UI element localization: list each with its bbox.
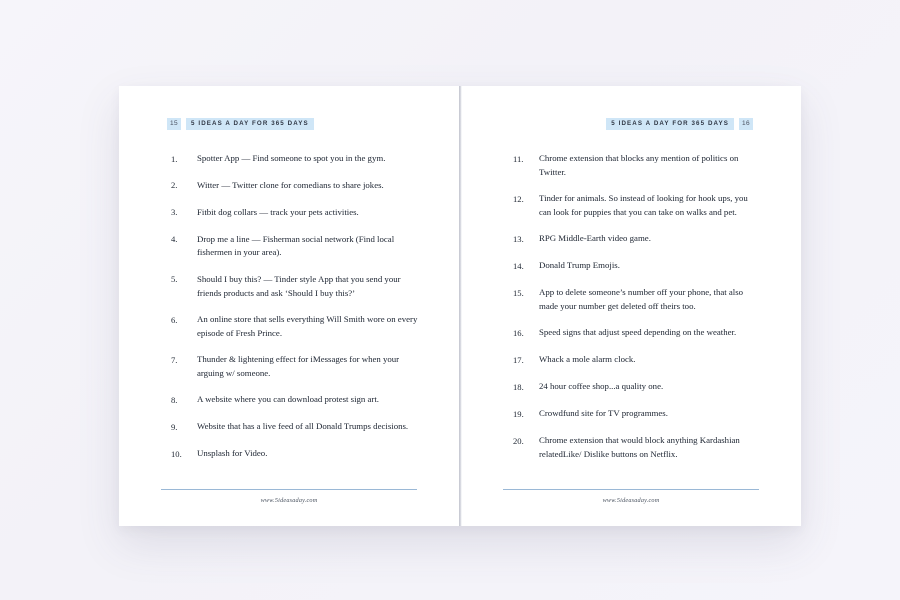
item-number: 14. — [513, 260, 524, 271]
right-page-header — [509, 118, 753, 130]
list-item — [513, 152, 761, 179]
item-text: Spotter App — Find someone to spot you in the gym. — [197, 153, 386, 163]
list-item — [513, 286, 761, 313]
list-item — [171, 393, 419, 407]
item-text: An online store that sells everything Will Smith wore on every episode of Fresh Prince. — [197, 314, 418, 338]
right-page — [460, 86, 801, 526]
left-page-number: 15 — [167, 118, 181, 130]
item-text: Speed signs that adjust speed depending on the weather. — [539, 327, 737, 338]
list-item — [171, 447, 419, 461]
footer-rule — [503, 489, 759, 490]
item-text: 24 hour coffee shop...a quality one. — [539, 381, 664, 392]
item-text: Chrome extension that would block anything Kardashian relatedLike/ Dislike buttons on Netflix. — [539, 435, 740, 459]
item-text: Drop me a line — Fisherman social network (Find local fishermen in your area). — [197, 233, 395, 258]
list-item — [171, 313, 419, 340]
right-idea-list — [491, 152, 771, 461]
item-number: 10. — [171, 448, 182, 459]
item-text: Website that has a live feed of all Donald Trumps decisions. — [197, 421, 409, 432]
item-number: 15. — [513, 287, 524, 298]
list-item — [171, 420, 419, 434]
left-idea-list — [149, 152, 429, 461]
item-number: 7. — [171, 354, 178, 365]
item-number: 12. — [513, 193, 524, 204]
item-text: Witter — Twitter clone for comedians to share jokes. — [197, 179, 384, 190]
list-item — [171, 353, 419, 380]
item-number: 18. — [513, 381, 524, 392]
footer-rule — [161, 489, 417, 490]
list-item — [171, 179, 419, 193]
item-number: 11. — [513, 153, 524, 164]
right-page-footer — [491, 489, 771, 504]
item-number: 6. — [171, 314, 178, 325]
item-text: Fitbit dog collars — track your pets activities. — [197, 206, 359, 217]
item-text: Chrome extension that blocks any mention of politics on Twitter. — [539, 153, 739, 177]
item-text: Should I buy this? — Tinder style App that you send your friends products and ask ‘Should I buy this?’ — [197, 273, 401, 298]
item-number: 13. — [513, 233, 524, 244]
item-text: A website where you can download protest sign art. — [197, 394, 380, 405]
left-page — [119, 86, 460, 526]
item-text: Crowdfund site for TV programmes. — [539, 408, 668, 419]
item-number: 8. — [171, 394, 178, 405]
footer-url: www.5ideasaday.com — [260, 497, 318, 504]
footer-url: www.5ideasaday.com — [602, 497, 660, 504]
item-number: 19. — [513, 408, 524, 419]
item-text: Tinder for animals. So instead of looking for hook ups, you can look for puppies that you can take on walks and pet. — [539, 193, 748, 217]
item-number: 3. — [171, 207, 178, 218]
item-text: Donald Trump Emojis. — [539, 260, 620, 271]
list-item — [171, 152, 419, 166]
list-item — [513, 353, 761, 367]
item-number: 17. — [513, 354, 524, 365]
list-item — [513, 232, 761, 246]
list-item — [513, 407, 761, 421]
left-running-title: 5 IDEAS A DAY FOR 365 DAYS — [186, 118, 314, 130]
list-item — [513, 434, 761, 461]
item-text: Thunder & lightening effect for iMessages for when your arguing w/ someone. — [197, 354, 400, 378]
left-page-footer — [149, 489, 429, 504]
item-number: 20. — [513, 435, 524, 446]
list-item — [171, 206, 419, 220]
item-number: 2. — [171, 180, 178, 191]
list-item — [171, 233, 419, 260]
open-book — [119, 86, 801, 526]
left-page-header — [167, 118, 411, 130]
item-number: 9. — [171, 421, 178, 432]
list-item — [171, 273, 419, 300]
item-number: 1. — [171, 153, 178, 164]
right-page-number: 16 — [739, 118, 753, 130]
item-text: App to delete someone’s number off your phone, that also made your number get deleted off theirs too. — [539, 287, 744, 311]
item-text: RPG Middle-Earth video game. — [539, 233, 651, 244]
item-number: 4. — [171, 234, 178, 245]
right-running-title: 5 IDEAS A DAY FOR 365 DAYS — [606, 118, 734, 130]
item-text: Whack a mole alarm clock. — [539, 354, 636, 365]
list-item — [513, 192, 761, 219]
list-item — [513, 380, 761, 394]
list-item — [513, 326, 761, 340]
list-item — [513, 259, 761, 273]
item-number: 16. — [513, 327, 524, 338]
item-number: 5. — [171, 274, 178, 285]
item-text: Unsplash for Video. — [197, 448, 268, 459]
